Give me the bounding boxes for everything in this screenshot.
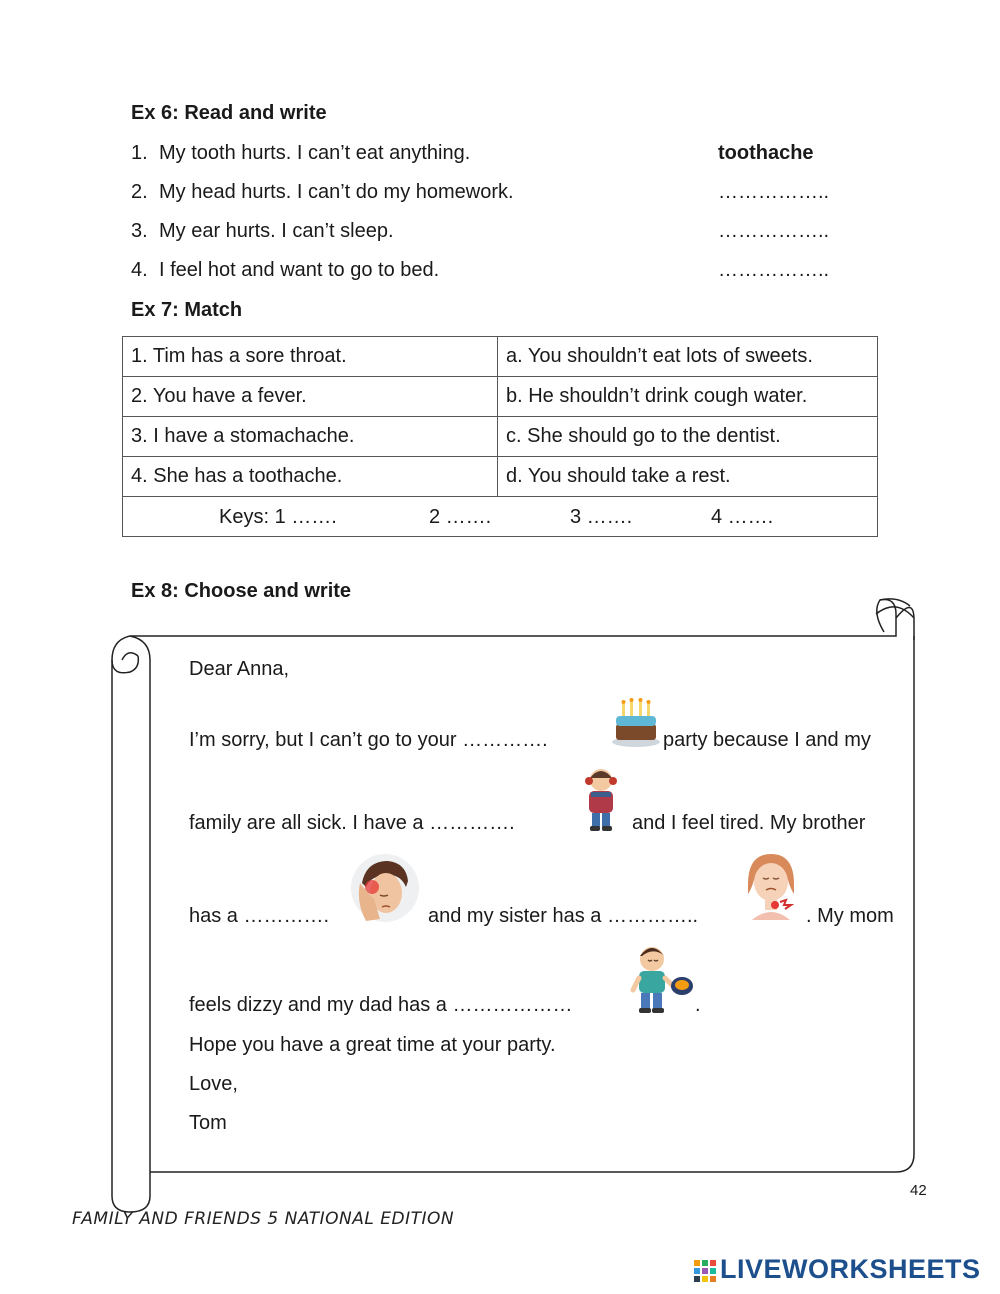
key-blank-4[interactable]: 4 …….: [711, 506, 774, 528]
letter-closing: Love,: [189, 1073, 238, 1095]
liveworksheets-logo-icon: [694, 1260, 716, 1282]
letter-line-2a: family are all sick. I have a ………….: [189, 812, 515, 834]
match-right-cell: c. She should go to the dentist.: [498, 417, 878, 457]
item-text: My ear hurts. I can’t sleep.: [159, 220, 394, 242]
match-left-cell: 1. Tim has a sore throat.: [123, 337, 498, 377]
letter-line-1a: I’m sorry, but I can’t go to your ………….: [189, 729, 548, 751]
birthday-cake-icon: [610, 696, 662, 748]
match-left-cell: 2. You have a fever.: [123, 377, 498, 417]
letter-greeting: Dear Anna,: [189, 658, 290, 680]
letter-line-3a: has a ………….: [189, 905, 330, 927]
brand-name: LIVEWORKSHEETS: [720, 1254, 981, 1284]
item-text: I feel hot and want to go to bed.: [159, 259, 440, 281]
letter-line-3c: . My mom: [806, 905, 894, 927]
letter-line-5: Hope you have a great time at your party.: [189, 1034, 556, 1056]
stomachache-boy-icon: [624, 942, 696, 1016]
letter-line-3b: and my sister has a …………..: [428, 905, 699, 927]
key-blank-1[interactable]: Keys: 1 …….: [219, 506, 337, 528]
match-right-cell: a. You shouldn’t eat lots of sweets.: [498, 337, 878, 377]
match-left-cell: 3. I have a stomachache.: [123, 417, 498, 457]
book-title: FAMILY AND FRIENDS 5 NATIONAL EDITION: [72, 1209, 455, 1229]
answer-blank[interactable]: toothache: [718, 142, 814, 164]
item-number: 4.: [131, 259, 148, 281]
page-number: 42: [910, 1182, 927, 1199]
ex6-title: Ex 6: Read and write: [131, 102, 327, 124]
answer-blank[interactable]: ……………..: [718, 181, 830, 203]
key-blank-3[interactable]: 3 …….: [570, 506, 633, 528]
letter-line-4a: feels dizzy and my dad has a ………………: [189, 994, 573, 1016]
brand-logo: [694, 1254, 981, 1285]
item-number: 2.: [131, 181, 148, 203]
ex7-title: Ex 7: Match: [131, 299, 243, 321]
match-right-cell: b. He shouldn’t drink cough water.: [498, 377, 878, 417]
answer-blank[interactable]: ……………..: [718, 259, 830, 281]
item-text: My tooth hurts. I can’t eat anything.: [159, 142, 471, 164]
match-left-cell: 4. She has a toothache.: [123, 457, 498, 497]
answer-blank[interactable]: ……………..: [718, 220, 830, 242]
item-number: 3.: [131, 220, 148, 242]
sore-throat-girl-icon: [738, 850, 804, 922]
headache-man-icon: [350, 853, 420, 923]
letter-line-1b: party because I and my: [663, 729, 871, 751]
letter-line-4b: .: [695, 994, 701, 1016]
letter-signature: Tom: [189, 1112, 227, 1134]
match-right-cell: d. You should take a rest.: [498, 457, 878, 497]
letter-line-2b: and I feel tired. My brother: [632, 812, 866, 834]
key-blank-2[interactable]: 2 …….: [429, 506, 492, 528]
ex8-title: Ex 8: Choose and write: [131, 580, 352, 602]
cold-boy-icon: [576, 764, 626, 834]
item-text: My head hurts. I can’t do my homework.: [159, 181, 514, 203]
item-number: 1.: [131, 142, 148, 164]
